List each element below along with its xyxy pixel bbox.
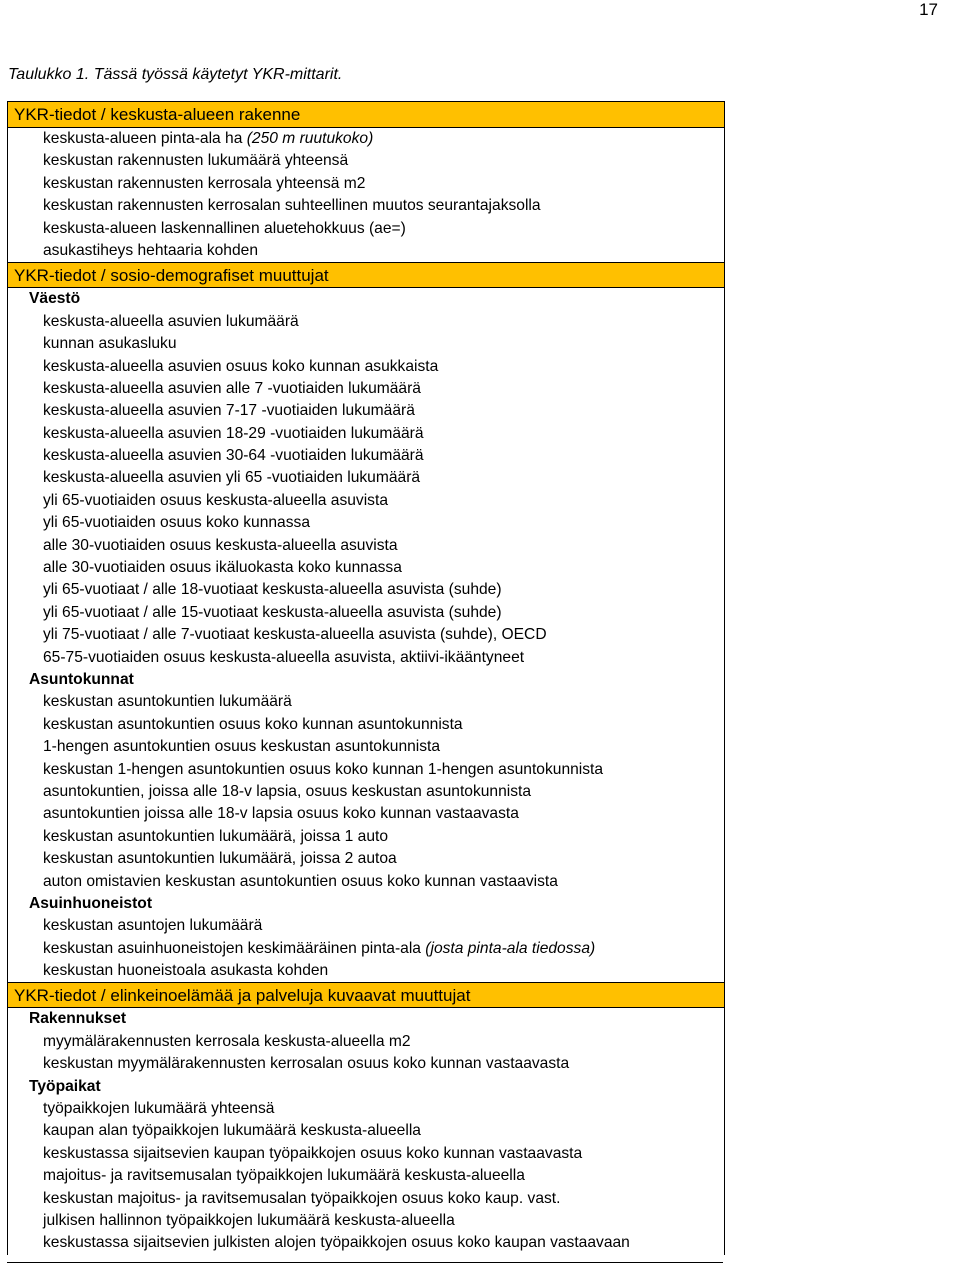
indicator-text: työpaikkojen lukumäärä yhteensä (43, 1100, 275, 1118)
indicator-row (8, 423, 724, 445)
indicator-text: keskusta-alueella asuvien osuus koko kunnan asukkaista (43, 357, 439, 375)
indicator-row (8, 1188, 724, 1210)
indicator-text: 1-hengen asuntokuntien osuus keskustan asuntokunnista (43, 738, 441, 756)
indicator-text: alle 30-vuotiaiden osuus ikäluokasta koko kunnassa (43, 559, 402, 577)
indicator-row (8, 445, 724, 467)
indicator-row (8, 311, 724, 333)
indicator-text: keskustan majoitus- ja ravitsemusalan työpaikkojen osuus koko kaup. vast. (43, 1189, 561, 1207)
indicator-row (8, 1031, 724, 1053)
subsection-heading: Rakennukset (29, 1010, 127, 1028)
subsection-heading: Väestö (29, 290, 81, 308)
indicator-text: asuntokuntien, joissa alle 18-v lapsia, osuus keskustan asuntokunnista (43, 782, 532, 800)
indicator-text: keskustan huoneistoala asukasta kohden (43, 962, 329, 980)
table-caption: Taulukko 1. Tässä työssä käytetyt YKR-mittarit. (8, 66, 343, 83)
indicator-text: 65-75-vuotiaiden osuus keskusta-alueella asuvista, aktiivi-ikääntyneet (43, 648, 525, 666)
indicator-row (8, 128, 724, 150)
indicator-text: keskusta-alueen laskennallinen aluetehokkuus (ae=) (43, 219, 406, 237)
page-number: 17 (919, 0, 938, 19)
indicator-text: keskustan rakennusten kerrosala yhteensä m2 (43, 174, 366, 192)
indicator-row (8, 826, 724, 848)
indicator-row (8, 960, 724, 982)
section-header: YKR-tiedot / sosio-demografiset muuttujat (8, 262, 724, 288)
subsection-heading: Asuinhuoneistot (29, 894, 153, 912)
indicator-text: asukastiheys hehtaaria kohden (43, 241, 258, 259)
indicator-text: keskusta-alueella asuvien lukumäärä (43, 312, 299, 330)
indicator-row (8, 1143, 724, 1165)
indicator-text: keskustassa sijaitsevien kaupan työpaikkojen osuus koko kunnan vastaavasta (43, 1144, 583, 1162)
indicator-row (8, 736, 724, 758)
indicator-row (8, 512, 724, 534)
indicator-row (8, 240, 724, 262)
indicator-text: keskusta-alueella asuvien 7-17 -vuotiaiden lukumäärä (43, 402, 415, 420)
indicator-row (8, 647, 724, 669)
indicator-text: keskustassa sijaitsevien julkisten alojen työpaikkojen osuus koko kaupan vastaavaan (43, 1234, 630, 1252)
indicator-text: yli 65-vuotiaiden osuus keskusta-alueella asuvista (43, 491, 388, 509)
indicator-row (8, 378, 724, 400)
indicator-row (8, 781, 724, 803)
indicator-text: keskustan asuntojen lukumäärä (43, 917, 263, 935)
indicator-row (8, 356, 724, 378)
indicator-text: kaupan alan työpaikkojen lukumäärä keskusta-alueella (43, 1122, 421, 1140)
indicator-row (8, 624, 724, 646)
indicator-row (8, 150, 724, 172)
indicator-row (8, 490, 724, 512)
indicator-row (8, 759, 724, 781)
indicator-row (8, 195, 724, 217)
indicator-row (8, 1120, 724, 1142)
indicator-text: myymälärakennusten kerrosala keskusta-alueella m2 (43, 1032, 411, 1050)
indicator-text: keskustan myymälärakennusten kerrosalan osuus koko kunnan vastaavasta (43, 1055, 570, 1073)
indicator-text: keskustan asuntokuntien lukumäärä (43, 693, 292, 711)
indicator-text: asuntokuntien joissa alle 18-v lapsia osuus koko kunnan vastaavasta (43, 805, 519, 823)
indicator-row (8, 714, 724, 736)
indicator-row (8, 557, 724, 579)
indicator-text: kunnan asukasluku (43, 335, 177, 353)
indicator-text: julkisen hallinnon työpaikkojen lukumäärä keskusta-alueella (43, 1211, 455, 1229)
indicator-text: keskustan 1-hengen asuntokuntien osuus koko kunnan 1-hengen asuntokunnista (43, 760, 604, 778)
indicator-text: yli 75-vuotiaat / alle 7-vuotiaat keskusta-alueella asuvista (suhde), OECD (43, 626, 547, 644)
indicator-text: keskustan asuntokuntien lukumäärä, joissa 2 autoa (43, 850, 397, 868)
indicator-row (8, 602, 724, 624)
indicator-row (8, 938, 724, 960)
indicator-row (8, 173, 724, 195)
indicator-text: alle 30-vuotiaiden osuus keskusta-alueella asuvista (43, 536, 398, 554)
indicator-text: keskusta-alueella asuvien 18-29 -vuotiaiden lukumäärä (43, 424, 424, 442)
indicator-table (7, 101, 725, 1255)
indicator-row (8, 848, 724, 870)
indicator-text: majoitus- ja ravitsemusalan työpaikkojen lukumäärä keskusta-alueella (43, 1167, 525, 1185)
indicator-row (8, 400, 724, 422)
indicator-row (8, 218, 724, 240)
indicator-note: (250 m ruutukoko) (246, 130, 374, 147)
indicator-row (8, 871, 724, 893)
indicator-row (8, 1098, 724, 1120)
indicator-row (8, 1232, 724, 1254)
indicator-row (8, 915, 724, 937)
indicator-text: keskustan rakennusten kerrosalan suhteellinen muutos seurantajaksolla (43, 197, 541, 215)
subsection-heading: Työpaikat (29, 1077, 101, 1095)
indicator-note: (josta pinta-ala tiedossa) (425, 939, 596, 957)
indicator-text: keskustan rakennusten lukumäärä yhteensä (43, 152, 349, 170)
indicator-row (8, 691, 724, 713)
indicator-row (8, 333, 724, 355)
indicator-row (8, 1053, 724, 1075)
section-header: YKR-tiedot / keskusta-alueen rakenne (8, 102, 724, 128)
indicator-text: yli 65-vuotiaiden osuus koko kunnassa (43, 514, 310, 532)
indicator-text: keskusta-alueen pinta-ala ha (43, 130, 247, 147)
indicator-text: keskustan asuntokuntien lukumäärä, joissa 1 auto (43, 827, 389, 845)
indicator-text: yli 65-vuotiaat / alle 18-vuotiaat keskusta-alueella asuvista (suhde) (43, 581, 502, 599)
indicator-row (8, 579, 724, 601)
subsection-heading: Asuntokunnat (29, 670, 134, 688)
indicator-row (8, 1165, 724, 1187)
indicator-row (8, 535, 724, 557)
indicator-text: auton omistavien keskustan asuntokuntien osuus koko kunnan vastaavista (43, 872, 558, 890)
table-bottom-rule (7, 1262, 723, 1263)
indicator-text: keskustan asuntokuntien osuus koko kunnan asuntokunnista (43, 715, 463, 733)
indicator-row (8, 467, 724, 489)
indicator-text: yli 65-vuotiaat / alle 15-vuotiaat keskusta-alueella asuvista (suhde) (43, 603, 502, 621)
indicator-text: keskusta-alueella asuvien yli 65 -vuotiaiden lukumäärä (43, 469, 421, 487)
indicator-text: keskusta-alueella asuvien alle 7 -vuotiaiden lukumäärä (43, 379, 421, 397)
indicator-row (8, 1210, 724, 1232)
indicator-text: keskustan asuinhuoneistojen keskimääräinen pinta-ala (43, 939, 426, 957)
indicator-row (8, 803, 724, 825)
section-header: YKR-tiedot / elinkeinoelämää ja palveluja kuvaavat muuttujat (8, 982, 724, 1008)
indicator-text: keskusta-alueella asuvien 30-64 -vuotiaiden lukumäärä (43, 447, 424, 465)
